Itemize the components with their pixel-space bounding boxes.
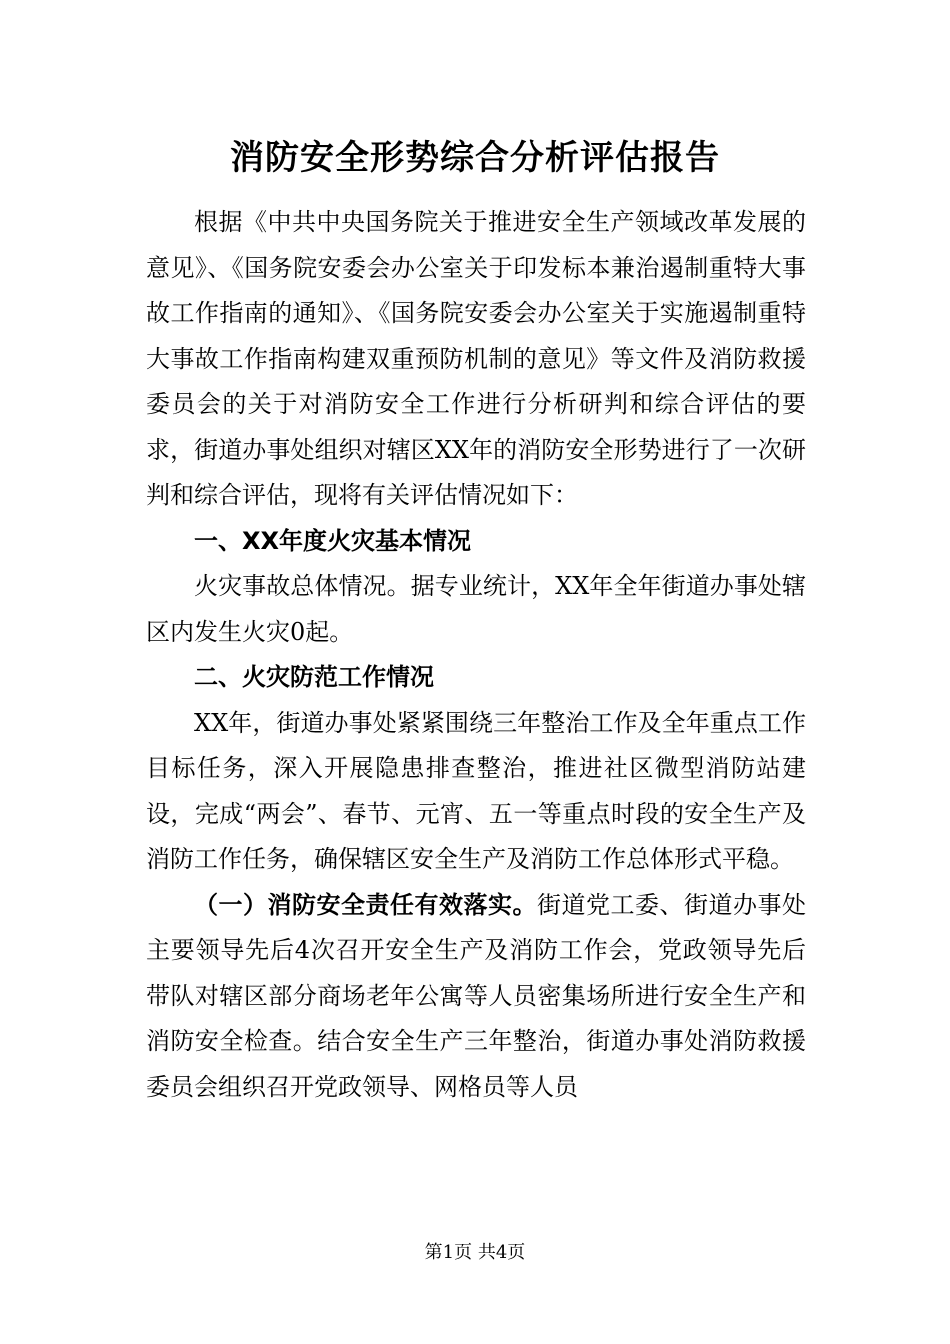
subsection-1-lead: （一）消防安全责任有效落实。 xyxy=(194,890,537,919)
section-heading-2: 二、火灾防范工作情况 xyxy=(194,663,434,691)
intro-paragraph: 根据《中共中央国务院关于推进安全生产领域改革发展的意见》、《国务院安委会办公室关于印发标本兼治遏制重特大事故工作指南的通知》、《国务院安委会办公室关于实施遏制重特大事故工作指南构建双重预防机制的意见》等文件及消防救援委员会的关于对消防安全工作进行分析研判和综合评估的要求，街道办事处组织对辖区XX年的消防安全形势进行了一次研判和综合评估，现将有关评估情况如下： xyxy=(146,208,806,509)
page-footer: 第1页 共4页 xyxy=(424,1242,526,1263)
subsection-1-paragraph xyxy=(146,883,806,1111)
document-title: 消防安全形势综合分析评估报告 xyxy=(230,138,720,178)
subsection-1-text: 街道党工委、街道办事处主要领导先后4次召开安全生产及消防工作会，党政领导先后带队对辖区部分商场老年公寓等人员密集场所进行安全生产和消防安全检查。结合安全生产三年整治，街道办事处消防救援委员会组织召开党政领导、网格员等人员 xyxy=(146,890,806,1101)
section-2-paragraph: XX年，街道办事处紧紧围绕三年整治工作及全年重点工作目标任务，深入开展隐患排查整治，推进社区微型消防站建设，完成“两会”、春节、元宵、五一等重点时段的安全生产及消防工作任务，确保辖区安全生产及消防工作总体形式平稳。 xyxy=(146,708,806,873)
document-body xyxy=(146,200,806,1110)
section-heading-1: 一、XX年度火灾基本情况 xyxy=(194,526,472,555)
section-1-paragraph: 火灾事故总体情况。据专业统计，XX年全年街道办事处辖区内发生火灾0起。 xyxy=(146,572,806,646)
